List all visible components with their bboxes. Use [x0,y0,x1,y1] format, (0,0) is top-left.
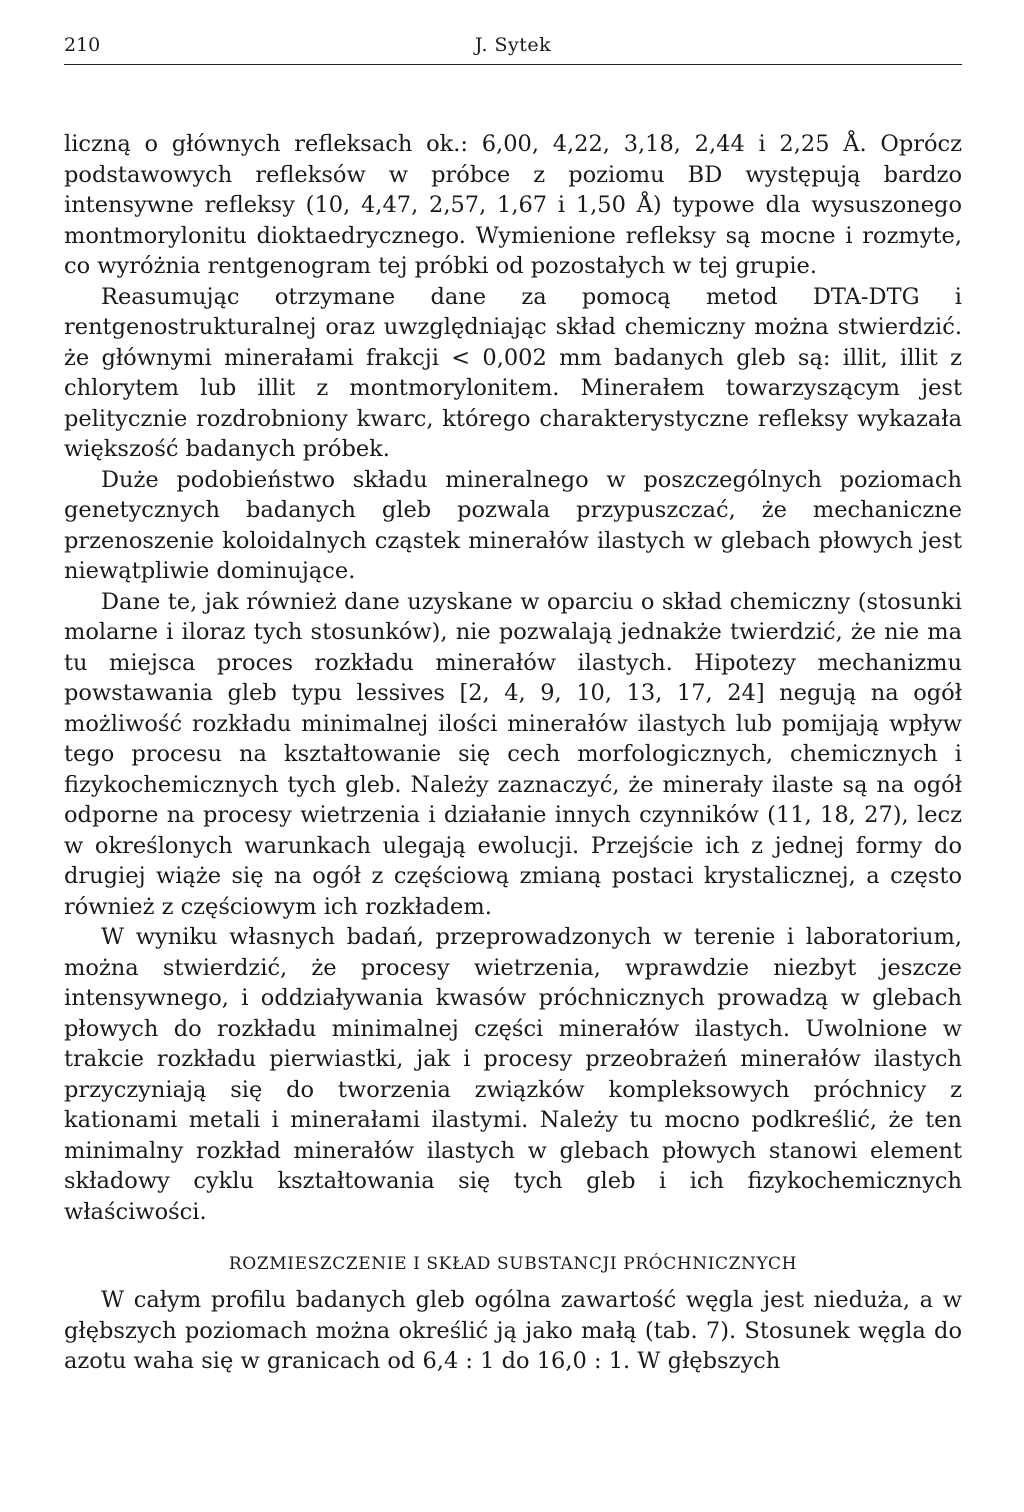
paragraph-own-research: W wyniku własnych badań, przeprowadzonych w terenie i laboratorium, można stwierdzić, że procesy wietrzenia, wprawdzie niezbyt jeszcze intensywnego, i oddziaływania kwasów próchnicznych prowadzą w glebach płowych do rozkładu minimalnej części minerałów ilastych. Uwolnione w trakcie rozkładu pierwiastki, jak i procesy przeobrażeń minerałów ilastych przyczyniają się do tworzenia związków kompleksowych próchnicy z kationami metali i minerałami ilastymi. Należy tu mocno podkreślić, że ten minimalny rozkład minerałów ilastych w glebach płowych stanowi element składowy cyklu kształtowania się tych gleb i ich fizykochemicznych właściwości. [64,924,962,1225]
section-heading: ROZMIESZCZENIE I SKŁAD SUBSTANCJI PRÓCHNICZNYCH [228,1254,798,1274]
paragraph-mineral-similarity: Duże podobieństwo składu mineralnego w poszczególnych poziomach genetycznych badanych gleb pozwala przypuszczać, że mechaniczne przenoszenie koloidalnych cząstek minerałów ilastych w glebach płowych jest niewątpliwie dominujące. [64,466,962,584]
page-number: 210 [64,34,101,56]
paragraph-hypotheses: Dane te, jak również dane uzyskane w oparciu o skład chemiczny (stosunki molarne i iloraz tych stosunków), nie pozwalają jednakże twierdzić, że nie ma tu miejsca proces rozkładu minerałów ilastych. Hipotezy mechanizmu powstawania gleb typu lessives [2, 4, 9, 10, 13, 17, 24] negują na ogół możliwość rozkładu minimalnej ilości minerałów ilastych lub pomijają wpływ tego procesu na kształtowanie się cech morfologicznych, chemicznych i fizykochemicznych tych gleb. Należy zaznaczyć, że minerały ilaste są na ogół odporne na procesy wietrzenia i działanie innych czynników (11, 18, 27), lecz w określonych warunkach ulegają ewolucji. Przejście ich z jednej formy do drugiej wiąże się na ogół z częściową zmianą postaci krystalicznej, a często również z częściowym ich rozkładem. [64,588,962,920]
paragraph-summary: Reasumując otrzymane dane za pomocą metod DTA-DTG i rentgenostrukturalnej oraz uwzględniając skład chemiczny można stwierdzić. że głównymi minerałami frakcji < 0,002 mm badanych gleb są: illit, illit z chlorytem lub illit z montmorylonitem. Minerałem towarzyszącym jest pelitycznie rozdrobniony kwarc, którego charakterystyczne refleksy wykazała większość badanych próbek. [64,283,962,462]
page [64,30,962,1377]
paragraph-humus-intro: W całym profilu badanych gleb ogólna zawartość węgla jest nieduża, a w głębszych poziomach można określić ją jako małą (tab. 7). Stosunek węgla do azotu waha się w granicach od 6,4 : 1 do 16,0 : 1. W głębszych [64,1287,962,1374]
page-header [64,30,962,65]
running-head: J. Sytek [474,34,552,56]
body-text [64,129,962,1377]
paragraph-continued: liczną o głównych refleksach ok.: 6,00, 4,22, 3,18, 2,44 i 2,25 Å. Oprócz podstawowych refleksów w próbce z poziomu BD występują bardzo intensywne refleksy (10, 4,47, 2,57, 1,67 i 1,50 Å) typowe dla wysuszonego montmorylonitu dioktaedrycznego. Wymienione refleksy są mocne i rozmyte, co wyróżnia rentgenogram tej próbki od pozostałych w tej grupie. [64,131,962,279]
